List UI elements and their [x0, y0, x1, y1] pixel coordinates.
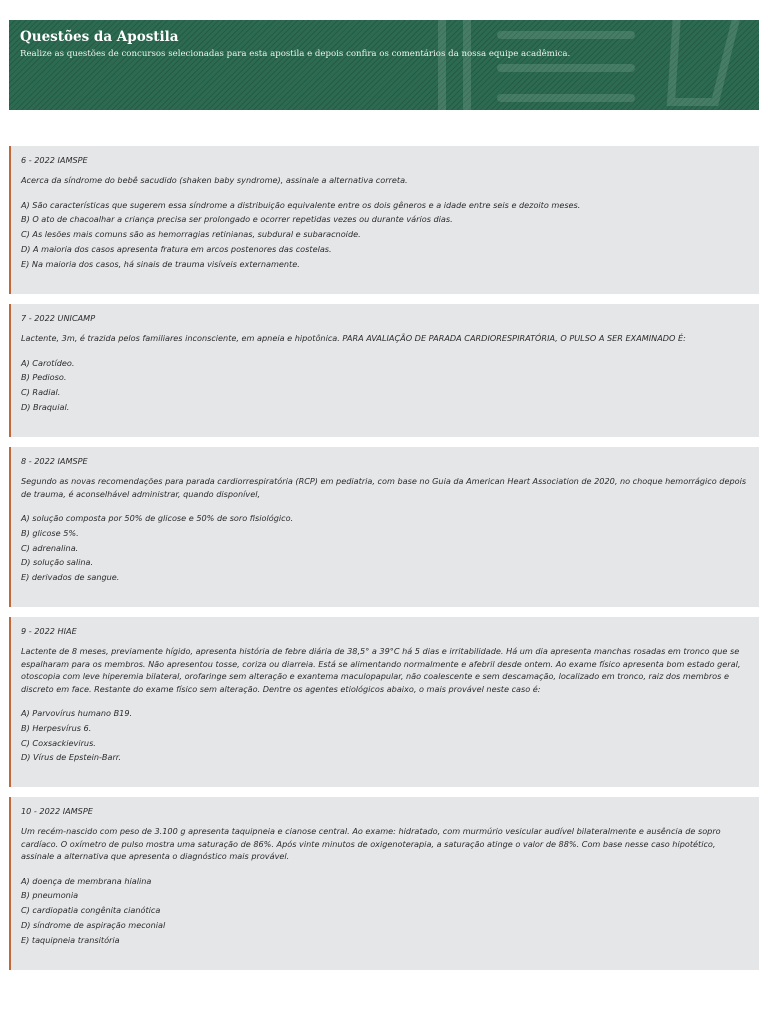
question-heading: 10 - 2022 IAMSPE — [21, 806, 93, 816]
option-a: A) solução composta por 50% de glicose e 50% de soro fisiológico. — [21, 513, 294, 523]
question-card — [9, 304, 759, 437]
option-c: C) adrenalina. — [21, 542, 79, 553]
question-heading: 9 - 2022 HIAE — [21, 626, 77, 636]
question-text: Lactente, 3m, é trazida pelos familiares inconsciente, em apneia e hipotônica. PARA AVALIAÇÃO DE PARADA CARDIORESPIRATÓRIA, O PULSO A SER EXAMINADO É: — [21, 333, 686, 343]
question-text: Acerca da síndrome do bebê sacudido (shaken baby syndrome), assinale a alternativa correta. — [21, 175, 408, 185]
question-heading: 7 - 2022 UNICAMP — [21, 313, 96, 323]
question-card — [9, 146, 759, 294]
option-c: C) cardiopatia congênita cianótica — [21, 905, 161, 916]
option-a: A) doença de membrana hialina — [21, 875, 152, 886]
option-d: D) síndrome de aspiração meconial — [21, 919, 166, 930]
option-b: B) glicose 5%. — [21, 527, 79, 538]
question-card — [9, 447, 759, 607]
option-d: D) solução salina. — [21, 557, 94, 568]
option-c: C) Radial. — [21, 387, 61, 398]
page-title: Questões da Apostila — [20, 29, 179, 45]
question-text: Lactente de 8 meses, previamente hígido, apresenta história de febre diária de 38,5° a 39°C há 5 dias e irritabilidade. Há um dia apresenta manchas rosadas em tronco que se espalharam para os membros. Não apresentou tosse, coriza ou diarreia. Está se alimentando normalmente e afebril desde ontem. Ao exame físico apresenta bom estado geral, otoscopia com leve hiperemia bilateral, orofaringe sem alteração e exantema maculopapular, não coalescente e sem descamação, localizado em tronco, raiz dos membros e discreto em face. Restante do exame físico sem alteração. Dentre os agentes etiológicos abaixo, o mais provável neste caso é: — [21, 646, 741, 694]
option-b: B) Herpesvírus 6. — [21, 722, 92, 733]
option-a: A) Parvovírus humano B19. — [21, 708, 133, 718]
option-d: D) Vírus de Epstein-Barr. — [21, 752, 121, 763]
page-subtitle: Realize as questões de concursos selecionadas para esta apostila e depois confira os comentários da nossa equipe acadêmica. — [20, 49, 571, 59]
option-b: B) pneumonia — [21, 890, 79, 901]
option-d: D) A maioria dos casos apresenta fratura em arcos postenores das costelas. — [21, 243, 332, 254]
option-a: A) São características que sugerem essa síndrome a distribuição equivalente entre os dois gêneros e a idade entre seis e dezoito meses. — [21, 199, 581, 210]
question-card — [9, 617, 759, 787]
option-a: A) Carotídeo. — [21, 357, 75, 368]
option-b: B) O ato de chacoalhar a criança precisa ser prolongado e ocorrer repetidas vezes ou durante vários dias. — [21, 214, 453, 225]
question-card — [9, 797, 759, 970]
option-e: E) derivados de sangue. — [21, 572, 120, 583]
question-text: Um recém-nascido com peso de 3.100 g apresenta taquipneia e cianose central. Ao exame: hidratado, com murmúrio vesicular audível bilateralmente e ausência de sopro cardíaco. O oxímetro de pulso mostra uma saturação de 86%. Após vinte minutos de oxigenoterapia, a saturação atinge o valor de 88%. Com base nesse caso hipotético, assinale a alternativa que apresenta o diagnóstico mais provável. — [21, 826, 721, 861]
option-d: D) Braquial. — [21, 401, 70, 412]
question-heading: 6 - 2022 IAMSPE — [21, 155, 88, 165]
option-e: E) taquipneia transitória — [21, 934, 120, 945]
question-heading: 8 - 2022 IAMSPE — [21, 456, 88, 466]
option-c: C) As lesões mais comuns são as hemorragias retinianas, subdural e subaracnoide. — [21, 229, 361, 240]
option-b: B) Pedioso. — [21, 372, 67, 383]
header-banner — [9, 20, 759, 110]
question-list — [9, 146, 759, 980]
question-text: Segundo as novas recomendações para parada cardiorrespiratória (RCP) em pediatria, com base no Guia da American Heart Association de 2020, no choque hemorrágico depois de trauma, é aconselhável administrar, quando disponível, — [21, 476, 747, 499]
option-c: C) Coxsackievirus. — [21, 737, 96, 748]
option-e: E) Na maioria dos casos, há sinais de trauma visíveis externamente. — [21, 258, 300, 269]
